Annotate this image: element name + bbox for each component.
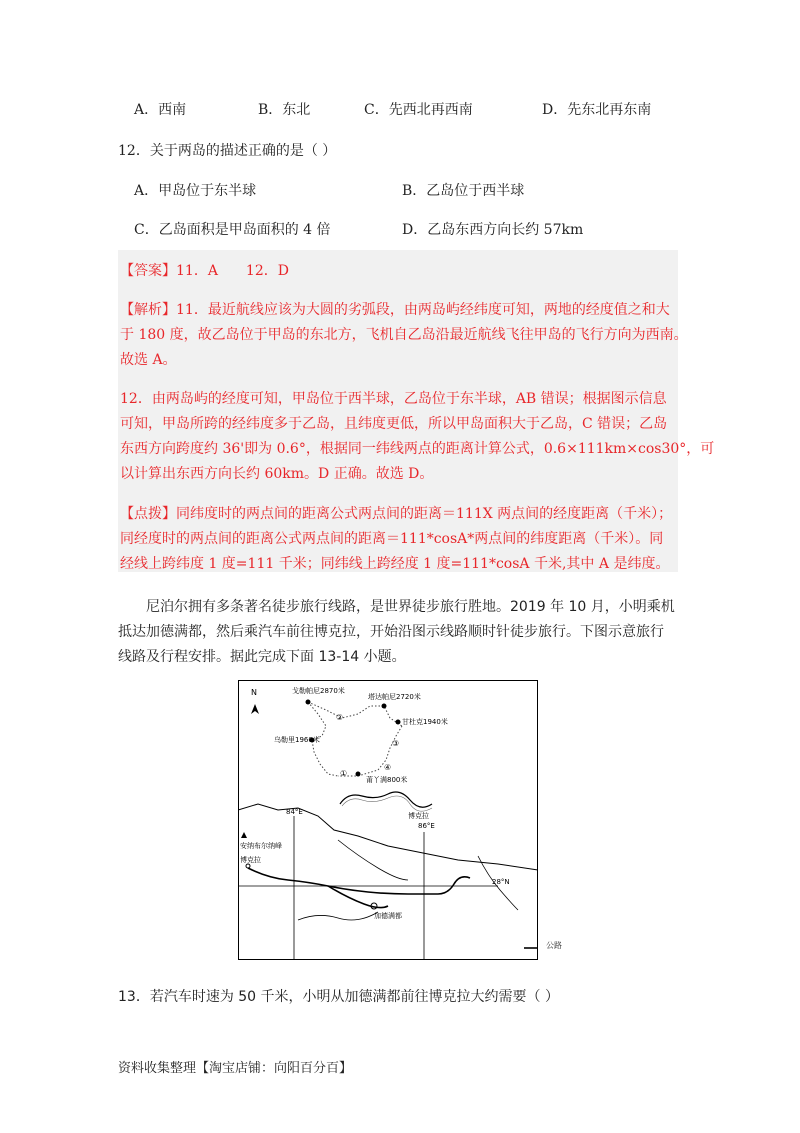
analysis12-line-4: 以计算出东西方向长约 60km。D 正确。故选 D。: [120, 466, 434, 482]
label-kathmandu: 加德满都: [374, 912, 402, 920]
label-nayapul: 莆丫满800米: [366, 776, 408, 784]
analysis12-line-2: 可知，甲岛所跨的经纬度多于乙岛，且纬度更低，所以甲岛面积大于乙岛，C 错误；乙岛: [120, 416, 668, 432]
q13-stem: 13．若汽车时速为 50 千米，小明从加德满都前往博克拉大约需要（ ）: [118, 989, 559, 1005]
tips-line-1: 【点拨】同纬度时的两点间的距离公式两点间的距离＝111X 两点间的经度距离（千米）；: [120, 506, 673, 522]
passage-line-3: 线路及行程安排。据此完成下面 13-14 小题。: [118, 649, 406, 665]
label-ghorepani: 戈勒帕尼2870米: [292, 687, 345, 695]
q11-option-a: A．西南: [134, 102, 187, 118]
label-pokhara-top: 博克拉: [408, 812, 429, 820]
q11-option-b: B．东北: [258, 102, 311, 118]
label-ghandruk: 甘杜克1940米: [402, 718, 448, 726]
lat-28-label: 28°N: [492, 878, 510, 886]
label-ulleri: 乌勒里1960米: [274, 736, 320, 744]
north-label: N: [251, 688, 257, 697]
q12-option-a: A．甲岛位于东半球: [134, 183, 257, 199]
label-pokhara: 博克拉: [240, 856, 261, 864]
q12-stem: 12．关于两岛的描述正确的是（ ）: [118, 143, 337, 159]
analysis12-line-3: 东西方向跨度约 36'即为 0.6°，根据同一纬线两点的距离计算公式，0.6×111km×cos30°，可: [120, 441, 715, 457]
q11-option-c: C．先西北再西南: [364, 102, 473, 118]
tips-line-3: 经线上跨纬度 1 度=111 千米；同纬线上跨经度 1 度=111*cosA 千米,其中 A 是纬度。: [120, 556, 670, 572]
analysis-line-3: 故选 A。: [120, 352, 177, 368]
analysis-line-2: 于 180 度，故乙岛位于甲岛的东北方，飞机自乙岛沿最近航线飞往甲岛的飞行方向为西南。: [120, 327, 688, 343]
stage-1: ①: [340, 769, 348, 778]
answer-label: 【答案】11．A 12．D: [120, 263, 289, 279]
passage-line-1: 尼泊尔拥有多条著名徒步旅行线路，是世界徒步旅行胜地。2019 年 10 月，小明乘机: [146, 599, 675, 615]
analysis-line-1: 【解析】11．最近航线应该为大圆的劣弧段，由两岛屿经纬度可知，两地的经度值之和大: [120, 302, 670, 318]
footer: 资料收集整理【淘宝店铺：向阳百分百】: [118, 1061, 353, 1076]
legend-road: 公路: [546, 941, 562, 950]
waypoint-ghorepani: [306, 700, 311, 705]
label-tadapani: 塔达帕尼2720米: [368, 693, 421, 701]
q12-option-c: C．乙岛面积是甲岛面积的 4 倍: [134, 222, 331, 238]
tips-line-2: 同经度时的两点间的距离公式两点间的距离＝111*cosA*两点间的纬度距离（千米）。同: [120, 531, 664, 547]
waypoint-nayapul: [356, 772, 361, 777]
lon-84-label: 84°E: [286, 808, 303, 816]
stage-2: ②: [336, 713, 344, 722]
q12-option-b: B．乙岛位于西半球: [402, 183, 525, 199]
passage-line-2: 抵达加德满都，然后乘汽车前往博克拉，开始沿图示线路顺时针徒步旅行。下图示意旅行: [118, 624, 664, 640]
lon-86-label: 86°E: [418, 822, 435, 830]
waypoint-tadapani: [382, 704, 387, 709]
label-annapurna: 安纳布尔纳峰: [240, 842, 282, 850]
q11-option-d: D．先东北再东南: [542, 102, 652, 118]
waypoint-ghandruk: [396, 720, 401, 725]
stage-4: ④: [384, 763, 392, 772]
analysis12-line-1: 12．由两岛屿的经度可知，甲岛位于西半球，乙岛位于东半球，AB 错误；根据图示信息: [120, 391, 667, 407]
stage-3: ③: [392, 739, 400, 748]
trekking-map: [238, 680, 538, 960]
q12-option-d: D．乙岛东西方向长约 57km: [402, 222, 584, 238]
